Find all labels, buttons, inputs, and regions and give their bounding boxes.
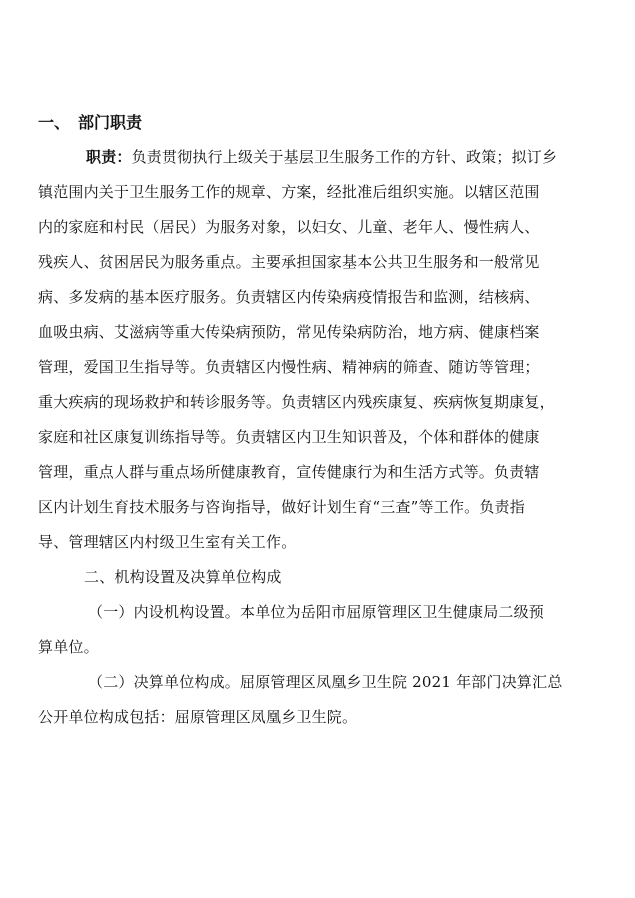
paragraph-line: 算单位。	[38, 638, 99, 656]
paragraph-line: 残疾人、贫困居民为服务重点。主要承担国家基本公共卫生服务和一般常见	[38, 253, 540, 271]
paragraph-line: 导、管理辖区内村级卫生室有关工作。	[38, 533, 297, 551]
paragraph-line: （二）决算单位构成。屈原管理区凤凰乡卫生院 2021 年部门决算汇总	[88, 673, 563, 691]
section-number: 一、	[38, 113, 71, 132]
paragraph-line: 家庭和社区康复训练指导等。负责辖区内卫生知识普及，个体和群体的健康	[38, 428, 540, 446]
paragraph-line: 区内计划生育技术服务与咨询指导，做好计划生育“三查”等工作。负责指	[38, 498, 525, 516]
section-heading-1	[38, 112, 142, 134]
paragraph-line: 职责：负责贯彻执行上级关于基层卫生服务工作的方针、政策；拟订乡	[86, 148, 558, 166]
paragraph-line: 公开单位构成包括：屈原管理区凤凰乡卫生院。	[38, 708, 358, 726]
duty-label: 职责：	[86, 148, 132, 166]
paragraph-line: 重大疾病的现场救护和转诊服务等。负责辖区内残疾康复、疾病恢复期康复，	[38, 393, 555, 411]
section-heading-2: 二、机构设置及决算单位构成	[84, 568, 282, 586]
paragraph-line: 内的家庭和村民（居民）为服务对象，以妇女、儿童、老年人、慢性病人、	[38, 218, 540, 236]
paragraph-line: 血吸虫病、艾滋病等重大传染病预防，常见传染病防治，地方病、健康档案	[38, 323, 540, 341]
paragraph-line: 镇范围内关于卫生服务工作的规章、方案，经批准后组织实施。以辖区范围	[38, 183, 540, 201]
paragraph-line: 病、多发病的基本医疗服务。负责辖区内传染病疫情报告和监测，结核病、	[38, 288, 540, 306]
section-title: 部门职责	[78, 113, 143, 132]
paragraph-line: 管理，爱国卫生指导等。负责辖区内慢性病、精神病的筛查、随访等管理；	[38, 358, 540, 376]
paragraph-line: （一）内设机构设置。本单位为岳阳市屈原管理区卫生健康局二级预	[88, 603, 545, 621]
paragraph-line: 管理，重点人群与重点场所健康教育，宣传健康行为和生活方式等。负责辖	[38, 463, 540, 481]
